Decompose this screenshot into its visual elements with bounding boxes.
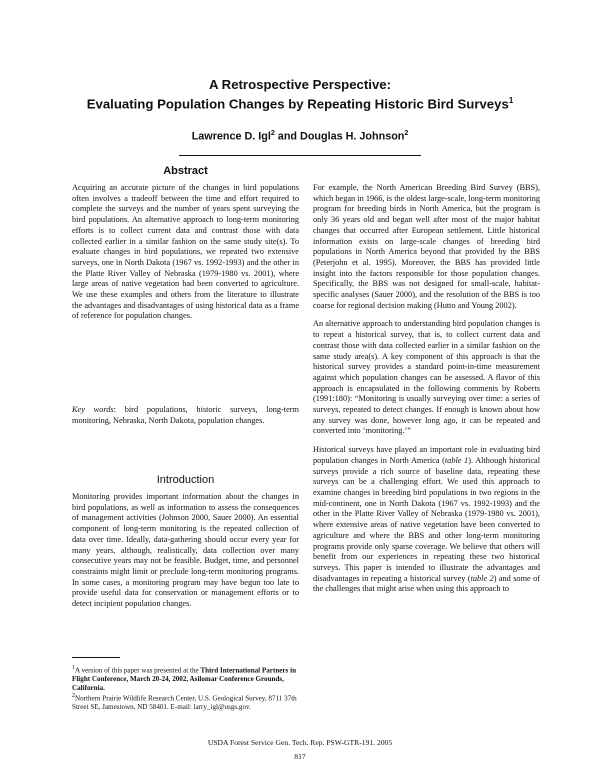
keywords-label: Key words [72, 405, 114, 414]
page-number: 817 [294, 752, 306, 761]
abstract-body [72, 183, 299, 322]
footnote-2-text: Northern Prairie Wildlife Research Center, U.S. Geological Survey, 8711 37th Street SE, Jamestown, ND 58401. E-mail: larry_igl@usgs.gov. [72, 694, 297, 712]
footnote-1-conference: Third International Partners in Flight Conference, March 20-24, 2002, Asilomar Conference Grounds, California. [72, 666, 297, 692]
author-line [0, 127, 600, 144]
para3-part-c: ) and some of the challenges that might arise when using this approach to [313, 573, 541, 594]
title-line-2-text: Evaluating Population Changes by Repeating Historic Bird Surveys [86, 96, 509, 112]
title-line-2 [0, 93, 600, 112]
right-column [313, 183, 540, 595]
introduction-heading: Introduction [156, 474, 215, 486]
para3-part-a: Historical surveys have played an important role in evaluating bird population changes in North America ( [313, 445, 540, 465]
introduction-text: Monitoring provides important information about the changes in bird populations, as well as information to assess the consequences of management activities (Johnson 2000, Sauer 2000). An essential component of long-term monitoring is the repeated collection of data over time. Ideally, data-gathering should occur every year for many years, although, realistically, data collection over many consecutive years may not be feasible. Budget, time, and personnel constraints might limit or preclude long-term monitoring programs. In some cases, a monitoring program may have begun too late to provide useful data for conservation or management efforts or to detect incipient population changes. [72, 492, 299, 609]
footnote-1 [72, 664, 299, 692]
footnote-divider [72, 657, 120, 658]
author-2-mark: 2 [404, 130, 409, 137]
author-1: Lawrence D. Igl [191, 130, 271, 143]
footnotes [72, 664, 299, 712]
keywords [72, 405, 299, 426]
footnote-2-mark: 2 [72, 693, 75, 700]
right-para-1: For example, the North American Breeding Bird Survey (BBS), which began in 1966, is the oldest large-scale, long-term monitoring program for breeding birds in North America, but the program is only 36 years old and began well after most of the major habitat changes that occurred after European settlement. Little historical information exists on large-scale changes of breeding bird populations in North America beyond that provided by the BBS (Peterjohn et al. 1995). Moreover, the BBS has provided little insight into the factors responsible for those population changes. Specifically, the BBS was not designed for small-scale, habitat-specific analyses (Sauer 2000), and the resolution of the BBS is too coarse for regional decision making (Hutto and Young 2002). [313, 183, 540, 310]
title-divider [179, 155, 421, 156]
author-1-mark: 2 [270, 130, 275, 137]
keywords-text: : bird populations, historic surveys, long-term monitoring, Nebraska, North Dakota, population changes. [72, 405, 299, 425]
table-1-ref: table 1 [444, 455, 469, 465]
paper-title [0, 77, 600, 112]
right-para-2: An alternative approach to understanding bird population changes is to repeat a historical survey, that is, to collect current data and contrast those with data collected earlier in a similar fashion on the same study area(s). A key component of this approach is that the historical survey provides a standard point-in-time measurement against which population changes can be assessed. A flavor of this approach is encapsulated in the following comments by Roberts (1991:180): “Monitoring is usually surveying over time: a series of surveys, repeated to detect changes. If enough is known about how any survey was done, however long ago, it can be repeated and converted into ‘monitoring.’” [313, 319, 540, 436]
footnote-2 [72, 692, 299, 712]
author-2: Douglas H. Johnson [300, 130, 405, 143]
footnote-1-mark: 1 [72, 665, 75, 671]
right-para-3 [313, 445, 540, 595]
author-conjunction: and [274, 130, 301, 143]
abstract-text: Acquiring an accurate picture of the changes in bird populations often involves a tradeoff between the time and effort required to complete the surveys and the number of years spent surveying the bird populations. An alternative approach to long-term monitoring efforts is to collect current data and contrast those with data collected earlier in a similar fashion on the same study site(s). To evaluate changes in bird populations, we repeated two extensive surveys, one in North Dakota (1967 vs. 1992-1993) and the other in the Platte River Valley of Nebraska (1979-1980 vs. 2001), where large areas of native vegetation had been converted to agriculture. We use these examples and others from the literature to illustrate the advantages and disadvantages of using historical data as a frame of reference for population changes. [72, 183, 299, 321]
abstract-heading: Abstract [163, 165, 208, 177]
para3-part-b: ). Although historical surveys provide a rich source of baseline data, repeating these surveys can be a challenging effort. We used this approach to examine changes in breeding bird populations in two regions in the mid-continent, one in North Dakota (1967 vs. 1992-1993) and the other in the Platte River Valley of Nebraska (1979-1980 vs. 2001), where extensive areas of native vegetation have been converted to agriculture and where the BBS and other long-term monitoring programs provide only sparse coverage. We believe that others will benefit from our experiences in repeating these two historical surveys. This paper is intended to illustrate the advantages and disadvantages in repeating a historical survey ( [313, 455, 541, 583]
title-line-1: A Retrospective Perspective: [208, 77, 392, 92]
table-2-ref: table 2 [470, 573, 494, 583]
introduction-body [72, 492, 299, 610]
title-footnote-mark: 1 [508, 96, 514, 105]
footer-citation: USDA Forest Service Gen. Tech. Rep. PSW-GTR-191. 2005 [207, 738, 393, 747]
footnote-1-text: A version of this paper was presented at the [74, 666, 201, 675]
